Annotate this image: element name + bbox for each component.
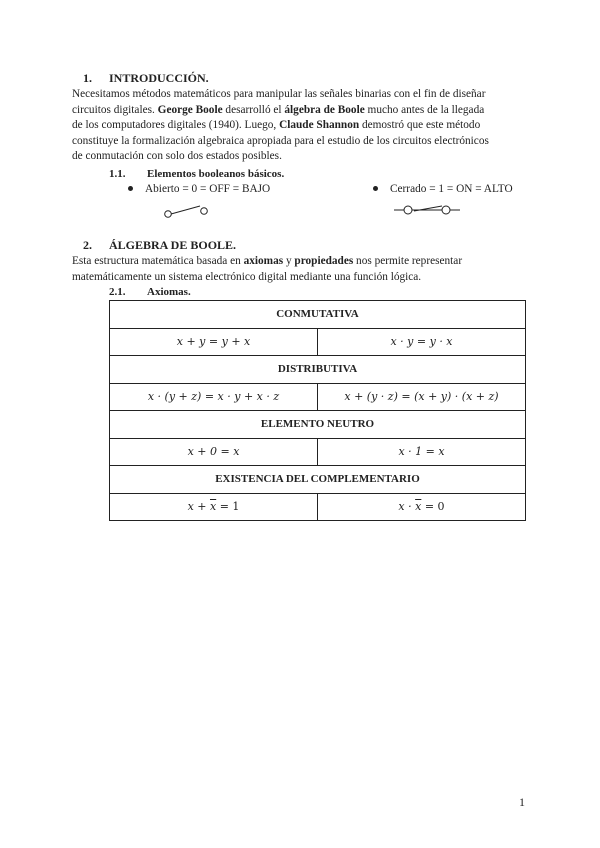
subsection-1-1-title: Elementos booleanos básicos. bbox=[147, 168, 285, 180]
intro-text: demostró que este método bbox=[359, 119, 481, 132]
cell-complementario-suma bbox=[110, 493, 318, 521]
formula: = 1 bbox=[216, 500, 240, 514]
intro-text: desarrolló el bbox=[222, 103, 285, 116]
section-1-number: 1. bbox=[83, 71, 92, 85]
table-header-row bbox=[110, 466, 526, 494]
cell-complementario-producto bbox=[318, 493, 526, 521]
header-conmutativa: CONMUTATIVA bbox=[110, 301, 526, 329]
formula: x · 1 = x bbox=[398, 445, 445, 459]
formula: x + bbox=[187, 500, 210, 514]
bullet-closed bbox=[373, 183, 513, 195]
intro-line-1: Necesitamos métodos matemáticos para manipular las señales binarias con el fin de diseñar bbox=[72, 88, 486, 100]
table-row bbox=[110, 383, 526, 411]
subsection-1-1-heading bbox=[109, 168, 284, 180]
propiedades-word: propiedades bbox=[294, 255, 354, 267]
algebra-line-1 bbox=[72, 254, 542, 270]
intro-text: mucho antes de la llegada bbox=[364, 103, 485, 116]
formula: x · bbox=[398, 500, 416, 514]
algebra-text: y bbox=[283, 255, 295, 267]
bullet-open bbox=[128, 183, 270, 195]
cell-conmutativa-producto bbox=[318, 328, 526, 356]
table-row bbox=[110, 328, 526, 356]
algebra-text: nos permite representar bbox=[353, 255, 463, 267]
axioms-table bbox=[109, 300, 526, 521]
page-number: 1 bbox=[519, 795, 525, 809]
closed-switch-icon bbox=[394, 200, 464, 220]
intro-paragraph bbox=[72, 87, 542, 165]
subsection-1-1-number: 1.1. bbox=[109, 168, 126, 180]
section-2-heading bbox=[83, 238, 236, 253]
intro-line-4: constituye la formalización algebraica apropiada para el estudio de los circuitos electrónicos bbox=[72, 134, 489, 147]
cell-conmutativa-suma bbox=[110, 328, 318, 356]
algebra-de-boole: álgebra de Boole bbox=[284, 103, 365, 116]
intro-text: circuitos digitales. bbox=[72, 103, 158, 116]
bullet-dot-icon bbox=[128, 186, 133, 191]
table-row bbox=[110, 438, 526, 466]
header-complementario: EXISTENCIA DEL COMPLEMENTARIO bbox=[110, 466, 526, 494]
table-row bbox=[110, 493, 526, 521]
formula-complement: $\overline{x}$ bbox=[415, 500, 422, 514]
axiomas-word: axiomas bbox=[243, 255, 284, 267]
cell-distributiva-producto bbox=[110, 383, 318, 411]
cell-neutro-producto bbox=[318, 438, 526, 466]
algebra-text: Esta estructura matemática basada en bbox=[72, 255, 244, 267]
subsection-2-1-heading bbox=[109, 286, 191, 298]
cell-distributiva-suma bbox=[318, 383, 526, 411]
cell-neutro-suma bbox=[110, 438, 318, 466]
subsection-2-1-number: 2.1. bbox=[109, 286, 126, 298]
intro-line-5: de conmutación con solo dos estados posibles. bbox=[72, 150, 282, 163]
subsection-2-1-title: Axiomas. bbox=[147, 286, 191, 298]
open-switch-icon bbox=[158, 202, 214, 222]
algebra-line-2: matemáticamente un sistema electrónico digital mediante una función lógica. bbox=[72, 270, 422, 283]
table-header-row bbox=[110, 301, 526, 329]
intro-text: de los computadores digitales (1940). Luego, bbox=[72, 119, 280, 132]
table-header-row bbox=[110, 411, 526, 439]
bullet-open-text: Abierto = 0 = OFF = BAJO bbox=[145, 183, 271, 195]
formula: x + y = y + x bbox=[176, 335, 251, 349]
section-1-title: INTRODUCCIÓN. bbox=[109, 71, 209, 85]
formula: x · (y + z) = x · y + x · z bbox=[147, 390, 280, 404]
table-header-row bbox=[110, 356, 526, 384]
header-elemento-neutro: ELEMENTO NEUTRO bbox=[110, 411, 526, 439]
formula: x + 0 = x bbox=[187, 445, 240, 459]
formula: = 0 bbox=[421, 500, 445, 514]
header-distributiva: DISTRIBUTIVA bbox=[110, 356, 526, 384]
algebra-paragraph bbox=[72, 254, 542, 285]
claude-shannon: Claude Shannon bbox=[279, 119, 360, 132]
george-boole: George Boole bbox=[157, 103, 223, 116]
section-2-number: 2. bbox=[83, 238, 92, 252]
formula: x + (y · z) = (x + y) · (x + z) bbox=[344, 390, 499, 404]
formula: x · y = y · x bbox=[390, 335, 453, 349]
formula-complement: $\overline{x}$ bbox=[209, 500, 217, 514]
bullet-dot-icon bbox=[373, 186, 378, 191]
section-1-heading bbox=[83, 71, 209, 86]
bullet-closed-text: Cerrado = 1 = ON = ALTO bbox=[390, 183, 513, 195]
intro-line-3 bbox=[72, 118, 542, 134]
section-2-title: ÁLGEBRA DE BOOLE. bbox=[109, 238, 237, 252]
intro-line-2 bbox=[72, 103, 542, 119]
